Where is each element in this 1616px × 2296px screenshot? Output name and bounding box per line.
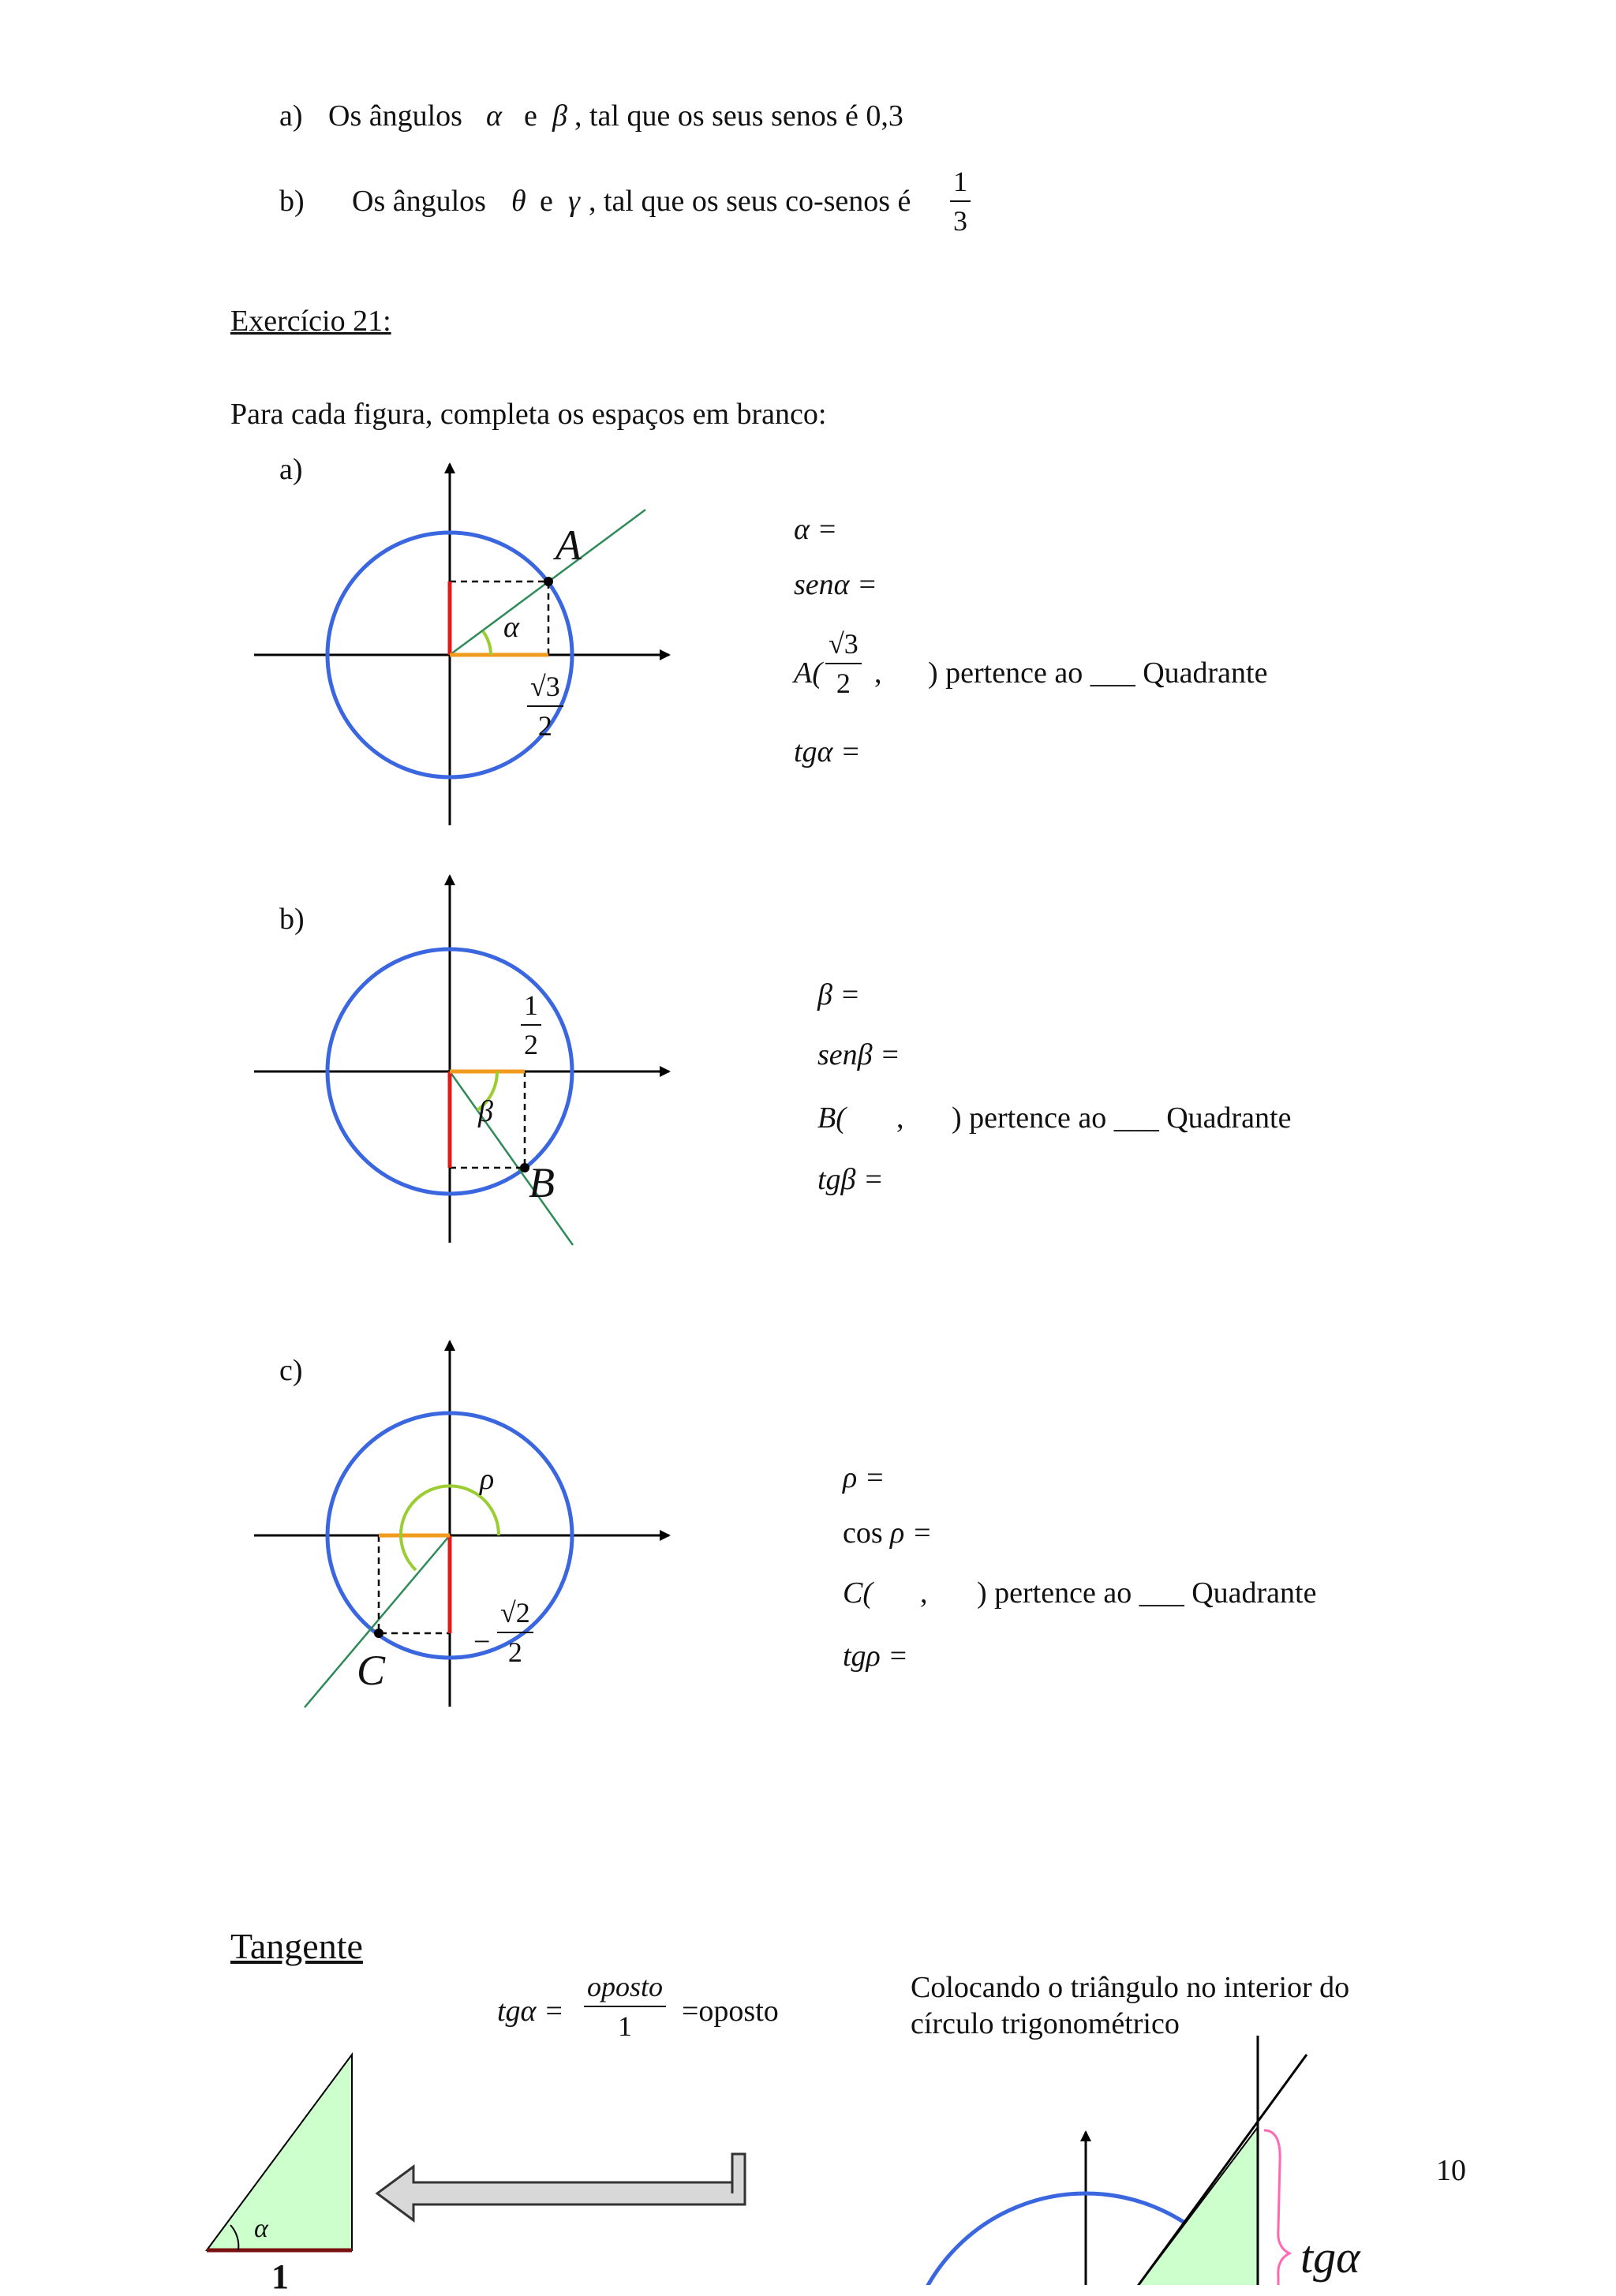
ex20-a-e: e (524, 99, 537, 133)
fraction-denominator: 1 (618, 2010, 632, 2042)
cos-word: cos (843, 1516, 883, 1550)
figure-c (254, 1341, 669, 1707)
triangle-base-label: 1 (271, 2257, 289, 2296)
theta-symbol: θ (511, 185, 526, 218)
point-c-label: C (357, 1647, 386, 1694)
ex20-b-label: b) (279, 185, 305, 218)
point-a-coord-open: A( (794, 656, 822, 690)
angle-rho-label: ρ (480, 1463, 495, 1496)
tangent-formula-rhs: =oposto (682, 1995, 779, 2028)
right-triangle (207, 2055, 352, 2250)
point-b-quadrant-text: ) pertence ao ___ Quadrante (952, 1101, 1292, 1135)
sin-alpha-equals: senα = (794, 568, 877, 601)
alpha-symbol: α (486, 99, 502, 133)
tangent-section-graphics (207, 2036, 1307, 2285)
fraction-numerator: √2 (497, 1599, 533, 1633)
page-number: 10 (1436, 2154, 1466, 2187)
cos-value-fraction (521, 991, 541, 1059)
beta-symbol: β (552, 99, 567, 133)
tg-beta-equals: tgβ = (817, 1163, 884, 1196)
angle-arc (483, 631, 491, 655)
tangent-note-line2: círculo trigonométrico (911, 2007, 1180, 2040)
fraction-numerator: 1 (521, 991, 541, 1026)
tangente-title: Tangente (230, 1926, 363, 1966)
cos-rho-equals: ρ = (890, 1516, 933, 1550)
radius-line (450, 1071, 573, 1245)
ex20-a-text2: , tal que os seus senos é 0,3 (574, 99, 903, 133)
alpha-equals: α = (794, 513, 838, 546)
fraction-numerator: oposto (584, 1973, 666, 2007)
point-c-dot (374, 1629, 383, 1638)
exercise-21-instruction: Para cada figura, completa os espaços em branco: (230, 398, 827, 431)
tangent-formula-fraction (584, 1973, 666, 2040)
tg-alpha-equals: tgα = (794, 735, 861, 768)
ex20-a-label: a) (279, 99, 303, 133)
projection-lines (379, 1535, 450, 1633)
exercise-21-title: Exercício 21: (230, 305, 391, 338)
tangent-note-line1: Colocando o triângulo no interior do (911, 1971, 1350, 2004)
ex20-a-text: Os ângulos (328, 99, 462, 133)
point-a-dot (544, 577, 553, 586)
fraction-denominator: 2 (537, 710, 552, 742)
figure-c-label: c) (279, 1354, 303, 1387)
coord-comma: , (896, 1101, 904, 1135)
gamma-symbol: γ (568, 185, 580, 218)
point-a-label: A (556, 522, 582, 569)
point-a-x-fraction (825, 630, 862, 697)
cos-value-fraction (527, 672, 563, 740)
fraction-numerator: √3 (527, 672, 563, 707)
angle-beta-label: β (478, 1095, 493, 1128)
figure-a (254, 464, 669, 825)
fraction-denominator: 2 (507, 1636, 522, 1668)
fraction-numerator: √3 (825, 630, 862, 664)
left-arrow-icon (377, 2154, 745, 2220)
coord-comma: , (874, 656, 882, 690)
angle-alpha-label: α (503, 611, 519, 644)
tg-alpha-label: tgα (1300, 2231, 1360, 2283)
triangle-alpha-label: α (254, 2214, 268, 2243)
sin-value-fraction (497, 1599, 533, 1666)
rho-equals: ρ = (843, 1461, 885, 1494)
point-c-quadrant-text: ) pertence ao ___ Quadrante (977, 1576, 1317, 1610)
point-a-quadrant-text: ) pertence ao ___ Quadrante (928, 656, 1268, 690)
fraction-denominator: 2 (524, 1029, 538, 1060)
sin-beta-equals: senβ = (817, 1038, 900, 1071)
ex20-b-text: Os ângulos (352, 185, 486, 218)
coord-comma: , (920, 1576, 928, 1610)
figure-b (254, 876, 669, 1245)
tangent-formula-lhs: tgα = (497, 1995, 564, 2028)
fraction-numerator: 1 (950, 167, 971, 202)
fraction-denominator: 2 (836, 667, 851, 699)
point-b-label: B (529, 1159, 555, 1206)
point-c-coord-open: C( (843, 1576, 873, 1610)
negative-sign: − (473, 1625, 491, 1658)
ex20-b-e: e (540, 185, 553, 218)
ex20-b-text2: , tal que os seus co-senos é (589, 185, 911, 218)
beta-equals: β = (817, 978, 861, 1012)
figure-a-label: a) (279, 453, 303, 486)
tg-rho-equals: tgρ = (843, 1640, 908, 1673)
fraction-denominator: 3 (953, 205, 967, 237)
tangent-brace (1264, 2130, 1289, 2285)
point-b-coord-open: B( (817, 1101, 846, 1135)
figure-b-label: b) (279, 903, 305, 936)
